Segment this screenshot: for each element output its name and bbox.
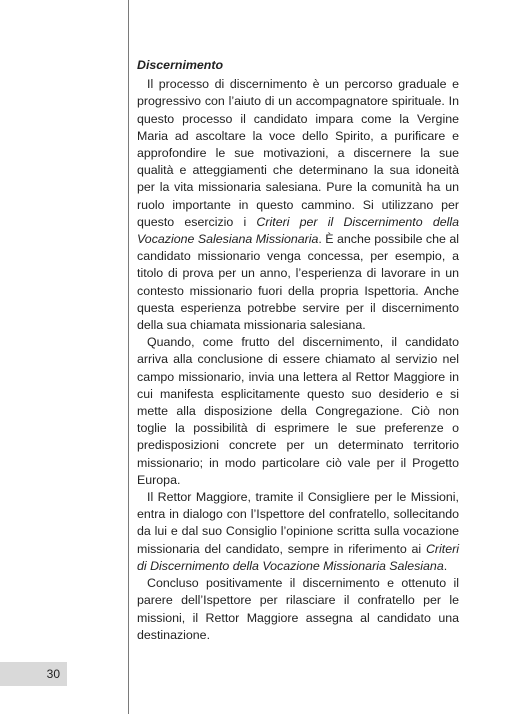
paragraph-3-text-b: . bbox=[443, 558, 448, 573]
paragraph-1-text-a: Il processo di discernimento è un percorso graduale e progressivo con l’aiuto di un accompagnatore spirituale. In questo processo il candidato impara come la Vergine Maria ad ascoltare la voce dello Spirito, a purificare e approfondire le sue motivazioni, a discernere la sue qualità e atteggiamenti che determinano la sua idoneità per la vita missionaria salesiana. Pure la comunità ha un ruolo importante in questo cammino. Si utilizzano per questo esercizio i bbox=[137, 77, 459, 229]
paragraph-1-italic-title: Criteri per il Discernimento della Vocazione Salesiana Missionaria bbox=[137, 214, 459, 247]
paragraph-1 bbox=[137, 76, 459, 334]
paragraph-4 bbox=[137, 575, 459, 644]
paragraph-2 bbox=[137, 334, 459, 489]
page-number: 30 bbox=[46, 667, 60, 681]
margin-rule bbox=[128, 0, 129, 714]
paragraph-3 bbox=[137, 489, 459, 575]
paragraph-1-text-b: . È anche possibile che al candidato missionario venga concessa, per esempio, a titolo di prova per un anno, l’esperienza di lavorare in un contesto missionario fuori della propria Ispettoria. Anche questa esperienza potrebbe servire per il discernimento della sua chiamata missionaria salesiana. bbox=[137, 232, 459, 333]
paragraph-3-italic-title: Criteri di Discernimento della Vocazione Missionaria Salesiana bbox=[137, 541, 459, 573]
paragraph-2-text: Quando, come frutto del discernimento, il candidato arriva alla conclusione di essere chiamato al servizio nel campo missionario, invia una lettera al Rettor Maggiore in cui manifesta esplicitamente questo suo desiderio e si mette alla disposizione della Congregazione. Ciò non toglie la possibilità di esprimere le sue preferenze o predisposizioni concrete per un determinato territorio missionario; in modo particolare ciò vale per il Progetto Europa. bbox=[137, 335, 459, 487]
section-heading: Discernimento bbox=[137, 58, 224, 72]
paragraph-3-text-a: Il Rettor Maggiore, tramite il Consigliere per le Missioni, entra in dialogo con l’Ispettore del confratello, sollecitando da lui e dal suo Consiglio l’opinione scritta sulla vocazione missionaria del candidato, sempre in riferimento ai bbox=[137, 490, 459, 556]
body-text bbox=[137, 57, 459, 644]
paragraph-4-text: Concluso positivamente il discernimento e ottenuto il parere dell’Ispettore per rilasciare il confratello per le missioni, il Rettor Maggiore assegna al candidato una destinazione. bbox=[137, 576, 459, 642]
